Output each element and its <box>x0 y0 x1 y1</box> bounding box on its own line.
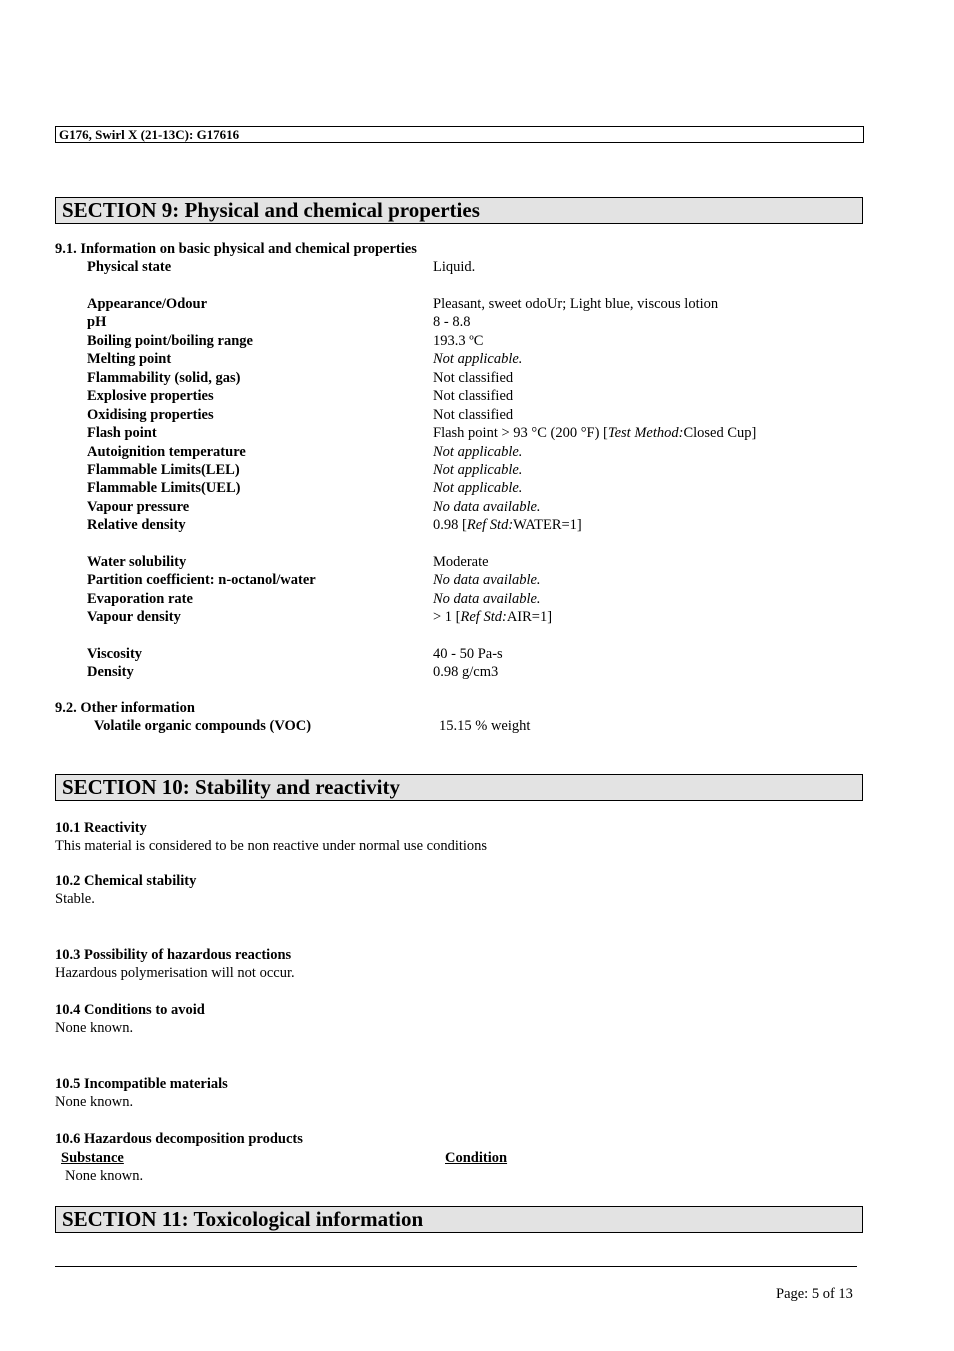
subsection-text: None known. <box>55 1094 134 1110</box>
voc-value: 15.15 % weight <box>439 718 531 734</box>
prop-label: Flammable Limits(UEL) <box>87 480 241 496</box>
prop-label: Density <box>87 664 134 680</box>
page-number: Page: 5 of 13 <box>776 1286 853 1302</box>
prop-label: Vapour density <box>87 609 181 625</box>
section-11-title: SECTION 11: Toxicological information <box>55 1206 863 1233</box>
subsection-text: None known. <box>55 1020 134 1036</box>
prop-value: 0.98 g/cm3 <box>433 664 499 680</box>
prop-label: Evaporation rate <box>87 591 193 607</box>
value-italic: Ref Std: <box>460 609 507 625</box>
value-italic: Ref Std: <box>466 517 514 533</box>
prop-value: Moderate <box>433 554 489 570</box>
prop-label: Flammable Limits(LEL) <box>87 462 240 478</box>
prop-value: Not classified <box>433 388 514 404</box>
value-text: > 1 [ <box>433 609 461 625</box>
prop-label: Flammability (solid, gas) <box>87 370 241 386</box>
section-10-title: SECTION 10: Stability and reactivity <box>55 774 863 801</box>
prop-value: Not applicable. <box>433 351 523 367</box>
prop-value: 40 - 50 Pa-s <box>433 646 503 662</box>
prop-label: Relative density <box>87 517 186 533</box>
prop-value: No data available. <box>433 499 541 515</box>
prop-value <box>433 517 582 534</box>
prop-label: Viscosity <box>87 646 143 662</box>
prop-label: Autoignition temperature <box>87 444 246 460</box>
section-9-title: SECTION 9: Physical and chemical properties <box>55 197 863 224</box>
subsection-heading: 10.4 Conditions to avoid <box>55 1002 205 1018</box>
subsection-heading: 10.5 Incompatible materials <box>55 1076 228 1092</box>
subsection-heading: 10.2 Chemical stability <box>55 873 197 889</box>
subsection-9-2-heading: 9.2. Other information <box>55 700 195 716</box>
footer-rule <box>55 1266 857 1267</box>
prop-value: Not classified <box>433 407 514 423</box>
prop-label: Boiling point/boiling range <box>87 333 253 349</box>
prop-value: Not applicable. <box>433 444 523 460</box>
value-text: Closed Cup] <box>683 425 757 441</box>
subsection-heading: 10.3 Possibility of hazardous reactions <box>55 947 292 963</box>
value-italic: Test Method: <box>607 425 684 441</box>
subsection-text: This material is considered to be non reactive under normal use conditions <box>55 838 488 854</box>
prop-label: Water solubility <box>87 554 187 570</box>
prop-value: Not applicable. <box>433 480 523 496</box>
prop-value: Liquid. <box>433 259 476 275</box>
prop-value: Not classified <box>433 370 514 386</box>
value-text: WATER=1] <box>513 517 582 533</box>
column-header-condition: Condition <box>445 1150 508 1166</box>
subsection-9-1-heading: 9.1. Information on basic physical and chemical properties <box>55 241 417 257</box>
column-header-substance: Substance <box>61 1150 124 1166</box>
prop-value: Pleasant, sweet odoUr; Light blue, viscous lotion <box>433 296 719 312</box>
prop-label: Physical state <box>87 259 172 275</box>
decomp-value: None known. <box>65 1168 144 1184</box>
prop-label: Oxidising properties <box>87 407 214 423</box>
subsection-text: Stable. <box>55 891 95 907</box>
prop-label: Melting point <box>87 351 172 367</box>
value-text: 0.98 [ <box>433 517 467 533</box>
prop-value <box>433 425 756 442</box>
prop-value: 8 - 8.8 <box>433 314 471 330</box>
prop-label: Appearance/Odour <box>87 296 208 312</box>
prop-label: pH <box>87 314 107 330</box>
prop-value: No data available. <box>433 591 541 607</box>
prop-label: Explosive properties <box>87 388 214 404</box>
prop-label: Partition coefficient: n-octanol/water <box>87 572 316 588</box>
subsection-heading: 10.1 Reactivity <box>55 820 147 836</box>
prop-value: No data available. <box>433 572 541 588</box>
prop-value: 193.3 ºC <box>433 333 484 349</box>
value-text: AIR=1] <box>506 609 553 625</box>
prop-label: Flash point <box>87 425 157 441</box>
prop-value: Not applicable. <box>433 462 523 478</box>
voc-label: Volatile organic compounds (VOC) <box>94 718 312 734</box>
document-header: G176, Swirl X (21-13C): G17616 <box>55 126 864 143</box>
subsection-text: Hazardous polymerisation will not occur. <box>55 965 295 981</box>
subsection-heading: 10.6 Hazardous decomposition products <box>55 1131 303 1147</box>
prop-value <box>433 609 552 626</box>
value-text: Flash point > 93 °C (200 °F) [ <box>433 425 608 441</box>
prop-label: Vapour pressure <box>87 499 190 515</box>
